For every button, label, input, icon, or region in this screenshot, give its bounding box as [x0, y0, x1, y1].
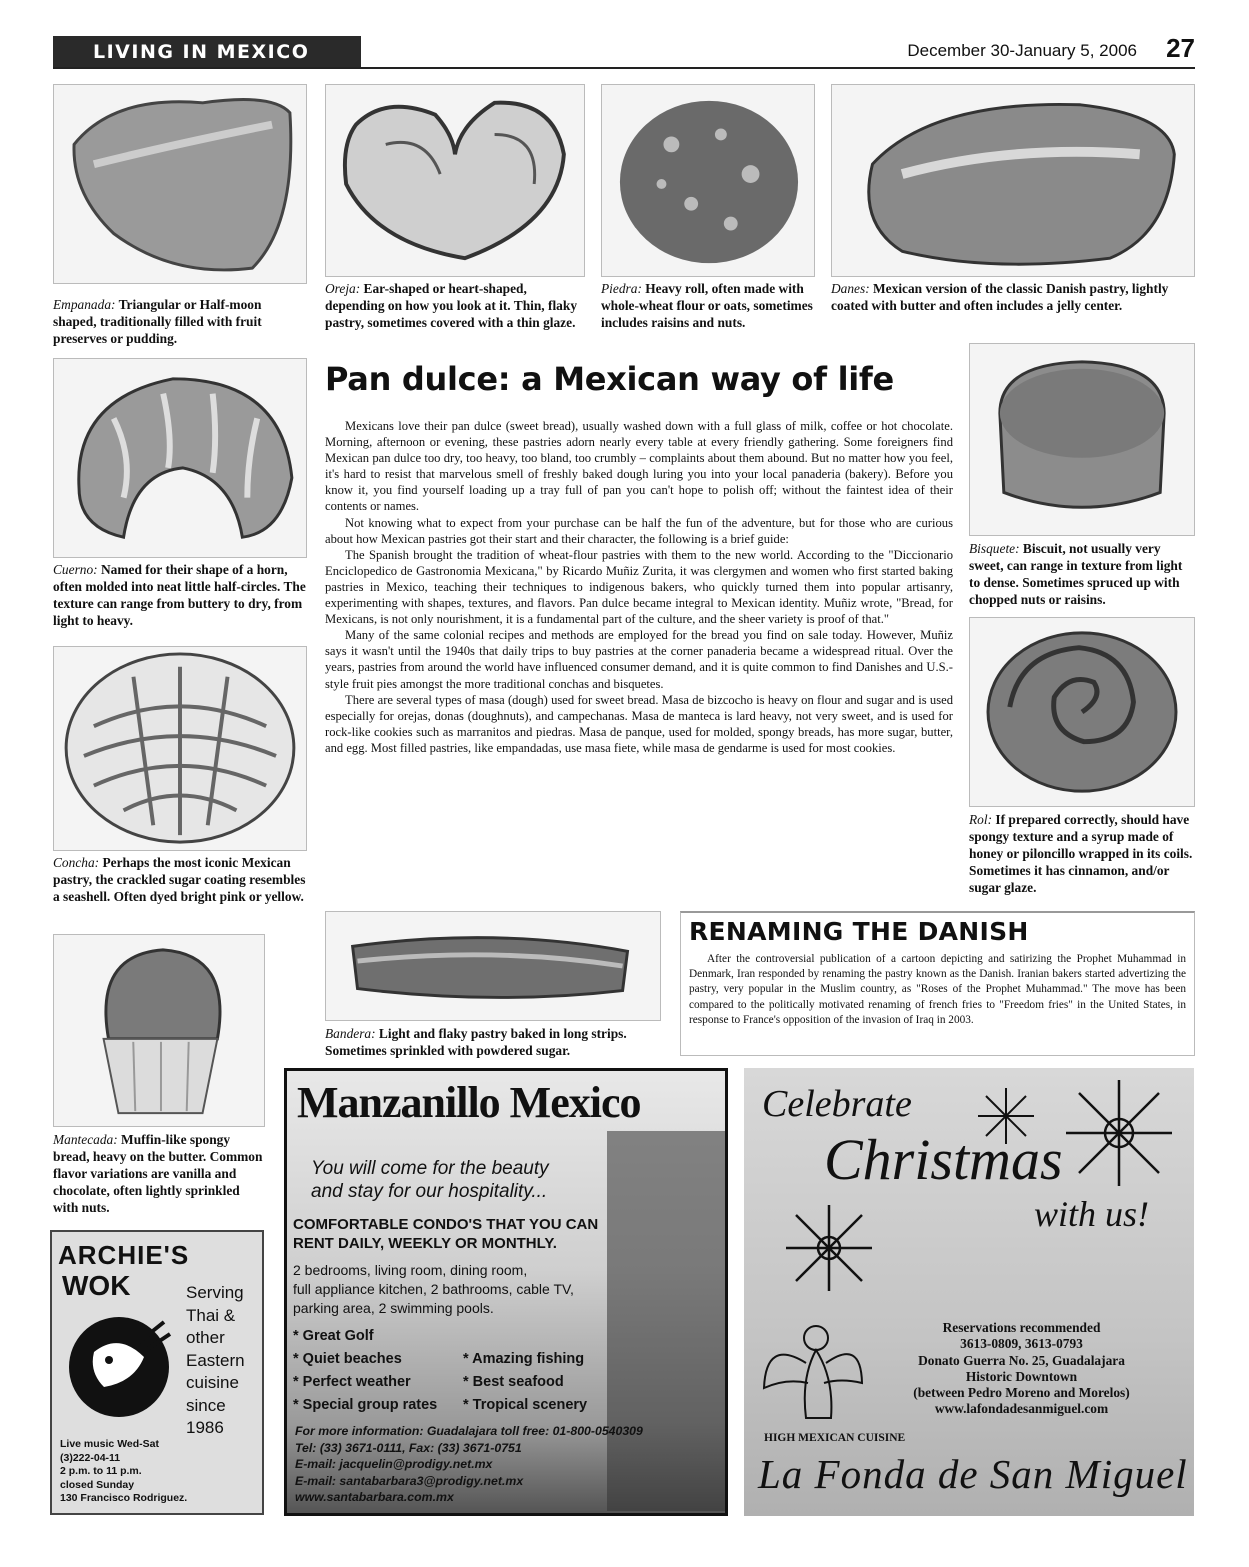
issue-date: December 30-January 5, 2006 [907, 41, 1137, 60]
caption-text: Perhaps the most iconic Mexican pastry, the crackled sugar coating resembles a seashell. Often dyed bright pink or yellow. [53, 855, 306, 904]
feature-item: * Amazing fishing [463, 1351, 585, 1367]
snowflake-icon [976, 1086, 1036, 1146]
contact-line: For more information: Guadalajara toll free: 01-800-0540309 [295, 1424, 643, 1438]
snowflake-icon [1064, 1078, 1174, 1188]
detail-line: 2 p.m. to 11 p.m. [60, 1465, 142, 1477]
feature-item: * Best seafood [463, 1374, 564, 1390]
snowflake-icon [784, 1203, 874, 1293]
mantecada-photo [53, 934, 265, 1127]
rol-photo [969, 617, 1195, 807]
tagline-line: 1986 [186, 1418, 224, 1437]
fonda-san-miguel-ad [744, 1068, 1194, 1516]
manzanillo-features-left [293, 1325, 437, 1417]
info-line: (between Pedro Moreno and Morelos) [913, 1385, 1130, 1401]
fonda-info [854, 1320, 1189, 1418]
article-paragraph: There are several types of masa (dough) used for sweet bread. Masa de bizcocho is heavy on flour and sugar and is used especially for orejas, donas (doughnuts), and campechanas. Masa de manteca is lard heavy, not very sweet, and is used for rock-like cookies such as marranitos and piedras. Masa de panque, used for molded, spongy breads, has more sugar, butter, and egg. Most filled pastries, like empandadas, use masa fiete, while masa de gendarme is used for most cookies. [325, 692, 953, 755]
tagline-line: other [186, 1328, 225, 1347]
caption-name: Bisquete: [969, 541, 1020, 556]
bisquete-photo [969, 343, 1195, 536]
piedra-caption [601, 280, 815, 331]
manzanillo-headline [293, 1215, 598, 1253]
fonda-tagline: HIGH MEXICAN CUISINE [764, 1432, 906, 1444]
article-body [325, 418, 953, 756]
info-line: Donato Guerra No. 25, Guadalajara [918, 1352, 1125, 1368]
rol-caption [969, 811, 1195, 896]
danes-photo [831, 84, 1195, 277]
archies-tagline [186, 1282, 245, 1440]
cuerno-caption [53, 561, 307, 629]
detail-line: 130 Francisco Rodriguez. [60, 1492, 188, 1504]
fonda-celebrate: Celebrate [762, 1083, 912, 1125]
danish-box-text: After the controversial publication of a cartoon depicting and satirizing the Prophet Muhammad in Denmark, Iran responded by renaming the pastry known as the Danish. Iranian bakers started advertizing the pastry, very popular in the Muslim country, as "Roses of the Prophet Muhammad." The move has been compared to the politically motivated renaming of french fries to "Freedom fries" in the United States, in response to France's opposition of the invasion of Iraq in 2003. [689, 953, 1186, 1026]
empanada-photo [53, 84, 307, 284]
caption-text: Named for their shape of a horn, often molded into neat little half-circles. The texture can range from buttery to dry, from light to heavy. [53, 562, 306, 628]
danes-caption [831, 280, 1195, 314]
cuerno-photo [53, 358, 307, 558]
detail-line: Live music Wed-Sat [60, 1438, 160, 1450]
contact-line: E-mail: santabarbara3@prodigy.net.mx [295, 1473, 524, 1488]
caption-name: Empanada: [53, 297, 116, 312]
archies-wok-ad [50, 1230, 264, 1515]
angel-icon [756, 1308, 866, 1428]
mantecada-caption [53, 1131, 265, 1216]
tagline-line: Eastern [186, 1350, 245, 1370]
concha-photo [53, 646, 307, 851]
fonda-name: La Fonda de San Miguel [758, 1451, 1188, 1497]
article-title: Pan dulce: a Mexican way of life [325, 360, 894, 398]
section-header: LIVING IN MEXICO [53, 36, 361, 68]
manzanillo-slogan [311, 1157, 549, 1203]
oreja-photo [325, 84, 585, 277]
info-line: Historic Downtown [965, 1368, 1078, 1384]
bandera-photo [325, 911, 661, 1021]
headline-line: COMFORTABLE CONDO'S THAT YOU CAN [293, 1216, 599, 1233]
info-line: www.lafondadesanmiguel.com [934, 1401, 1109, 1417]
tagline-line: Serving [186, 1283, 244, 1302]
article-paragraph: The Spanish brought the tradition of wheat-flour pastries with them to the new world. According to the "Diccionario Enciclopedico de Gastronomia Mexicana," by Ricardo Muñiz Zurita, it was clergymen and women who first started baking pastries in Mexico, teaching their techniques to indigenous bakers, who quickly turned them into popular artisanry, experimenting with shapes, textures, and flavors. Pan dulce became integral to Mexican identity. Muñiz wrote, "Bread, for Mexicans, is not only nourishment, it is a fundamental part of the culture, and the sheer variety is proof of that." [325, 547, 953, 627]
desc-line: 2 bedrooms, living room, dining room, [293, 1262, 528, 1278]
manzanillo-title: Manzanillo Mexico [297, 1078, 641, 1127]
manzanillo-description [293, 1261, 574, 1318]
manzanillo-ad [284, 1068, 728, 1516]
desc-line: full appliance kitchen, 2 bathrooms, cable TV, [293, 1281, 574, 1297]
manzanillo-features-right [463, 1348, 587, 1417]
feature-item: * Quiet beaches [293, 1351, 402, 1367]
fonda-christmas: Christmas [824, 1127, 1063, 1192]
detail-line: (3)222-04-11 [60, 1451, 121, 1464]
info-line: 3613-0809, 3613-0793 [960, 1336, 1083, 1352]
desc-line: parking area, 2 swimming pools. [293, 1300, 494, 1316]
feature-item: * Tropical scenery [463, 1397, 588, 1413]
danish-box-title: RENAMING THE DANISH [689, 917, 1029, 946]
caption-text: Mexican version of the classic Danish pastry, lightly coated with butter and often includes a jelly center. [831, 281, 1169, 313]
renaming-danish-box [680, 911, 1195, 1056]
caption-name: Concha: [53, 855, 100, 870]
tagline-line: cuisine [186, 1373, 239, 1392]
piedra-photo [601, 84, 815, 277]
contact-line: www.santabarbara.com.mx [295, 1490, 454, 1504]
koi-fish-icon [64, 1312, 174, 1422]
caption-name: Mantecada: [53, 1132, 118, 1147]
caption-text: Triangular or Half-moon shaped, traditionally filled with fruit preserves or pudding. [53, 297, 262, 346]
archies-logo-line1: ARCHIE'S [58, 1240, 190, 1270]
caption-name: Oreja: [325, 281, 361, 296]
caption-name: Bandera: [325, 1026, 376, 1041]
contact-line: E-mail: jacquelin@prodigy.net.mx [295, 1457, 493, 1471]
empanada-caption [53, 296, 307, 347]
feature-item: * Special group rates [293, 1397, 438, 1413]
header-rule [53, 67, 1195, 69]
caption-text: Heavy roll, often made with whole-wheat flour or oats, sometimes includes raisins and nuts. [601, 281, 813, 330]
manzanillo-contact [295, 1423, 643, 1506]
archies-details [60, 1438, 187, 1506]
slogan-line: You will come for the beauty [311, 1158, 549, 1179]
info-line: Reservations recommended [942, 1320, 1101, 1335]
caption-text: Muffin-like spongy bread, heavy on the butter. Common flavor variations are vanilla and chocolate, often lightly sprinkled with nuts. [53, 1132, 263, 1215]
article-paragraph: Many of the same colonial recipes and methods are employed for the bread you find on sale today. However, Muñiz says it wasn't until the 1940s that daily trips to buy pastries at the corner panaderia became a widespread ritual. Over the years, pastries from around the world have influenced consumer demand, and it is quite common to find Danishes and U.S.-style fruit pies amongst the more traditional conchas and bisquetes. [325, 628, 953, 691]
tagline-line: Thai & [186, 1305, 236, 1325]
bisquete-caption [969, 540, 1195, 608]
headline-line: RENT DAILY, WEEKLY OR MONTHLY. [293, 1235, 557, 1252]
detail-line: closed Sunday [60, 1478, 135, 1491]
concha-caption [53, 854, 307, 905]
page-number: 27 [1166, 33, 1195, 63]
caption-name: Rol: [969, 812, 993, 827]
article-paragraph: Mexicans love their pan dulce (sweet bread), usually washed down with a full glass of milk, coffee or hot chocolate. Morning, afternoon or evening, these pastries adorn nearly every table at every friendly gathering. Some foreigners find Mexican pan dulce too dry, too heavy, too bland, too crumbly – complaints about them abound. But no matter how you feel, it's hard to resist that marvelous smell of freshly baked dough luring you into your local panaderia (bakery). Before you know it, you find yourself loading up a tray full of pan you can't hope to polish off; without the faintest idea of their contents or names. [325, 419, 953, 514]
archies-logo-line2: WOK [62, 1270, 131, 1301]
oreja-caption [325, 280, 585, 331]
contact-line: Tel: (33) 3671-0111, Fax: (33) 3671-0751 [295, 1440, 522, 1455]
bandera-caption [325, 1025, 665, 1059]
fonda-with-us: with us! [1034, 1194, 1150, 1234]
caption-text: Biscuit, not usually very sweet, can range in texture from light to dense. Sometimes spruced up with chopped nuts or raisins. [969, 541, 1183, 607]
caption-name: Cuerno: [53, 562, 98, 577]
caption-name: Danes: [831, 281, 870, 296]
tagline-line: since [186, 1395, 226, 1415]
article-paragraph: Not knowing what to expect from your purchase can be half the fun of the adventure, but for those who are curious about how Mexican pastries got their start and their character, the following is a brief guide: [325, 515, 953, 546]
feature-item: * Great Golf [293, 1328, 374, 1344]
caption-text: Light and flaky pastry baked in long strips. Sometimes sprinkled with powdered sugar. [325, 1026, 627, 1058]
caption-text: Ear-shaped or heart-shaped, depending on how you look at it. Thin, flaky pastry, sometimes covered with a thin glaze. [325, 281, 578, 330]
caption-text: If prepared correctly, should have spongy texture and a syrup made of honey or piloncillo wrapped in its coils. Sometimes it has cinnamon, and/or sugar glaze. [969, 812, 1193, 895]
feature-item: * Perfect weather [293, 1374, 411, 1390]
caption-name: Piedra: [601, 281, 642, 296]
slogan-line: and stay for our hospitality... [311, 1181, 548, 1202]
